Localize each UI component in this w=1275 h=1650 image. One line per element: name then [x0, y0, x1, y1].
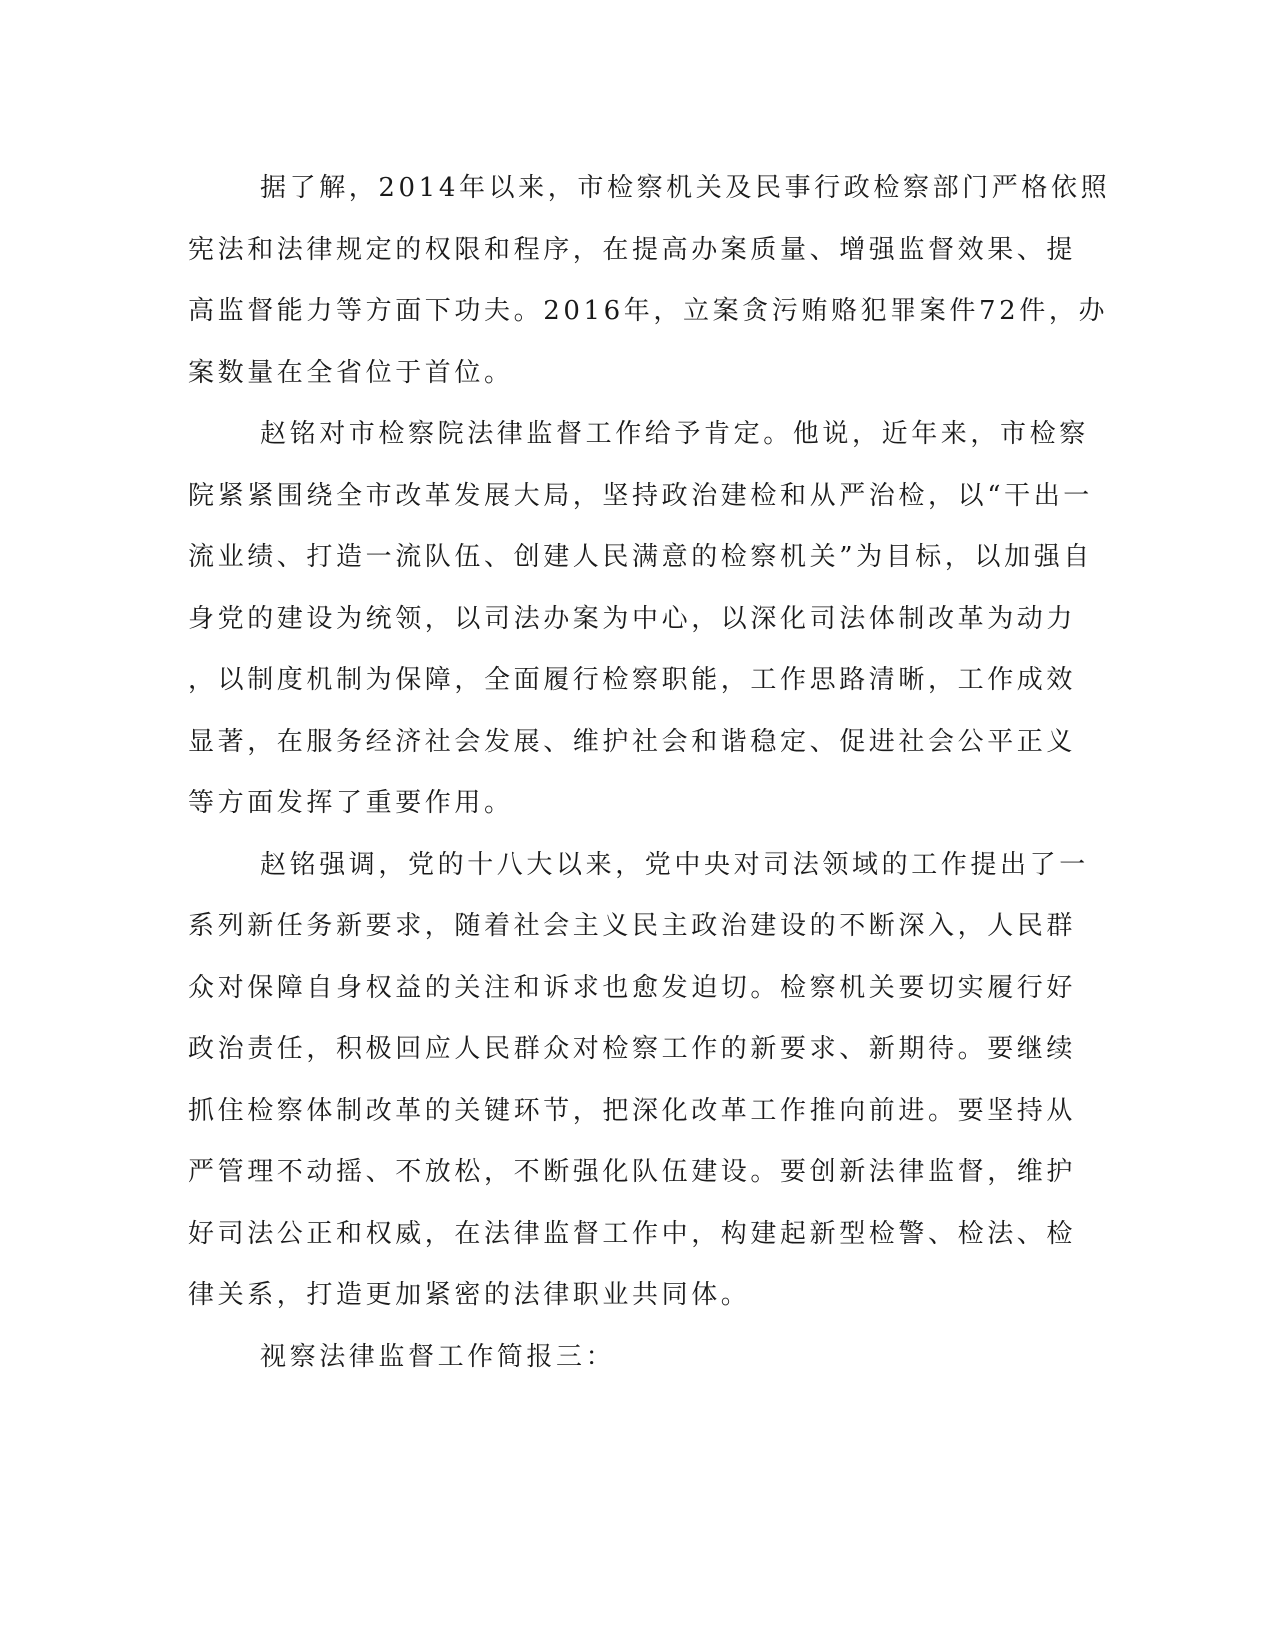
text-line: 院紧紧围绕全市改革发展大局，坚持政治建检和从严治检，以“干出一 — [188, 480, 1093, 511]
text-line: 政治责任，积极回应人民群众对检察工作的新要求、新期待。要继续 — [188, 1034, 1077, 1064]
text-line: 律关系，打造更加紧密的法律职业共同体。 — [188, 1280, 751, 1310]
text-line: 好司法公正和权威，在法律监督工作中，构建起新型检警、检法、检 — [188, 1218, 1077, 1249]
text-line: 赵铭对市检察院法律监督工作给予肯定。他说，近年来，市检察 — [260, 419, 1089, 449]
paragraph-1 — [188, 158, 1111, 404]
text-line: 身党的建设为统领，以司法办案为中心，以深化司法体制改革为动力 — [188, 603, 1077, 634]
text-line: 赵铭强调，党的十八大以来，党中央对司法领域的工作提出了一 — [260, 849, 1089, 880]
paragraph-3 — [188, 835, 1089, 1327]
text-line: 系列新任务新要求，随着社会主义民主政治建设的不断深入，人民群 — [188, 911, 1077, 941]
text-line: 严管理不动摇、不放松，不断强化队伍建设。要创新法律监督，维护 — [188, 1157, 1077, 1187]
text-line: ，以制度机制为保障，全面履行检察职能，工作思路清晰，工作成效 — [188, 665, 1077, 695]
paragraph-4 — [188, 1327, 1068, 1389]
text-line: 等方面发挥了重要作用。 — [188, 788, 514, 818]
text-line: 高监督能力等方面下功夫。2016年，立案贪污贿赂犯罪案件72件，办 — [188, 296, 1109, 326]
paragraph-2 — [188, 404, 1093, 835]
text-line: 众对保障自身权益的关注和诉求也愈发迫切。检察机关要切实履行好 — [188, 972, 1077, 1003]
text-line: 显著，在服务经济社会发展、维护社会和谐稳定、促进社会公平正义 — [188, 726, 1077, 757]
text-line: 据了解，2014年以来，市检察机关及民事行政检察部门严格依照 — [260, 173, 1111, 203]
text-line: 案数量在全省位于首位。 — [188, 357, 514, 388]
text-line: 流业绩、打造一流队伍、创建人民满意的检察机关”为目标，以加强自 — [188, 542, 1093, 572]
document-body — [188, 158, 1111, 1388]
section-heading: 视察法律监督工作简报三： — [260, 1341, 616, 1372]
text-line: 抓住检察体制改革的关键环节，把深化改革工作推向前进。要坚持从 — [188, 1095, 1077, 1126]
text-line: 宪法和法律规定的权限和程序，在提高办案质量、增强监督效果、提 — [188, 234, 1077, 265]
